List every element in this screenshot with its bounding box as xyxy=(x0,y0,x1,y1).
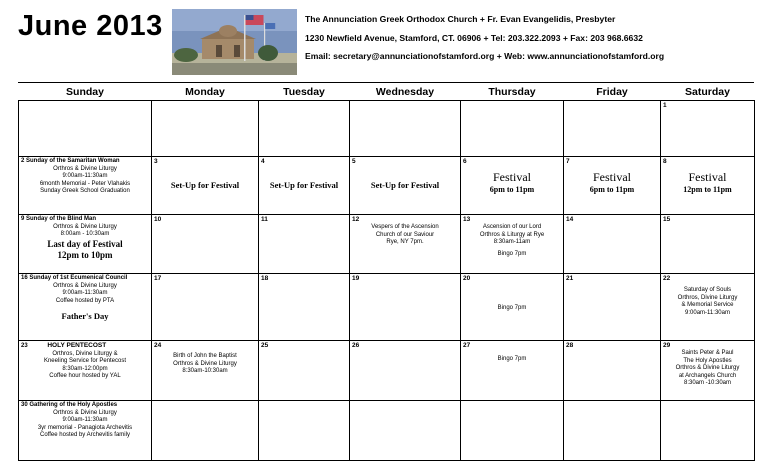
event-title: Last day of Festival xyxy=(47,238,123,249)
day-cell-9 xyxy=(19,215,152,274)
week-row-6 xyxy=(19,401,755,461)
event-time: 8:30am-12:00pm xyxy=(62,365,108,372)
calendar-grid xyxy=(18,84,755,461)
day-cell-26 xyxy=(350,341,461,401)
day-cell-15 xyxy=(661,215,755,274)
event-time: 8:30am-10:30am xyxy=(182,368,228,375)
header-divider xyxy=(18,82,754,83)
event-time: 6pm to 11pm xyxy=(489,185,535,195)
day-number: 24 xyxy=(154,342,162,349)
event-title: Saints Peter & Paul xyxy=(681,350,734,357)
event-line: Orthros & Divine Liturgy xyxy=(675,365,740,372)
event-title: Set-Up for Festival xyxy=(269,180,339,191)
event-time: 8:30am-11am xyxy=(493,239,531,246)
event-time: 8:30am -10:30am xyxy=(683,380,732,387)
event-title: Set-Up for Festival xyxy=(170,180,240,191)
event-time: 6pm to 11pm xyxy=(589,185,635,195)
day-cell-29 xyxy=(661,341,755,401)
day-cell-27 xyxy=(461,341,564,401)
event-title: HOLY PENTECOST xyxy=(47,342,107,349)
day-cell-empty xyxy=(350,401,461,461)
event-title: Sunday of the Samaritan Woman xyxy=(26,158,120,164)
day-cell-6 xyxy=(461,157,564,215)
event-line: at Archangels Church xyxy=(678,372,737,379)
day-number: 14 xyxy=(566,216,574,223)
day-cell-empty xyxy=(350,101,461,157)
week-row-1 xyxy=(19,101,755,157)
day-cell-23 xyxy=(19,341,152,401)
day-cell-17 xyxy=(152,274,259,341)
day-number: 15 xyxy=(663,216,671,223)
event-line: Bingo 7pm xyxy=(497,305,527,312)
day-cell-20 xyxy=(461,274,564,341)
day-cell-empty xyxy=(152,401,259,461)
day-cell-12 xyxy=(350,215,461,274)
event-title: Festival xyxy=(688,170,727,185)
week-row-5 xyxy=(19,341,755,401)
day-number: 20 xyxy=(463,275,471,282)
day-cell-25 xyxy=(259,341,350,401)
day-number: 6 xyxy=(463,158,467,165)
day-cell-8 xyxy=(661,157,755,215)
event-line: Orthros & Divine Liturgy xyxy=(173,360,237,367)
event-title: Father's Day xyxy=(61,311,109,321)
day-number: 29 xyxy=(663,342,671,349)
event-time: 9:00am-11:30am xyxy=(685,309,730,316)
week-row-2 xyxy=(19,157,755,215)
event-line: Bingo 7pm xyxy=(497,356,527,363)
event-title: Set-Up for Festival xyxy=(370,180,440,191)
event-line: Coffee hosted by Archevitis family xyxy=(40,432,130,438)
day-number: 1 xyxy=(663,102,667,109)
event-line: Orthros, Divine Liturgy xyxy=(677,294,738,301)
event-title: Gathering of the Holy Apostles xyxy=(29,402,118,408)
weekday-wednesday: Wednesday xyxy=(350,84,461,101)
church-photo xyxy=(172,9,297,75)
church-contact-line: Email: secretary@annunciationofstamford.org + Web: www.annunciationofstamford.org xyxy=(305,51,665,61)
day-number: 18 xyxy=(261,275,269,282)
day-cell-11 xyxy=(259,215,350,274)
event-title: Birth of John the Baptist xyxy=(173,353,237,360)
day-number: 5 xyxy=(352,158,356,165)
event-line: Orthros & Divine Liturgy xyxy=(53,223,117,230)
day-number: 17 xyxy=(154,275,162,282)
day-cell-empty xyxy=(152,101,259,157)
day-cell-14 xyxy=(564,215,661,274)
event-title: Sunday of 1st Ecumenical Council xyxy=(29,275,128,281)
event-time: 9:00am-11:30am xyxy=(62,173,108,179)
day-cell-2 xyxy=(19,157,152,215)
event-line: & Memorial Service xyxy=(681,302,734,309)
week-row-3 xyxy=(19,215,755,274)
day-number: 13 xyxy=(463,216,471,223)
day-cell-24 xyxy=(152,341,259,401)
event-line: Sunday Greek School Graduation xyxy=(40,188,130,194)
day-cell-4 xyxy=(259,157,350,215)
event-time: 9:00am-11:30am xyxy=(62,290,108,296)
event-time: 12pm to 11pm xyxy=(683,185,732,195)
day-cell-16 xyxy=(19,274,152,341)
day-cell-3 xyxy=(152,157,259,215)
day-number: 2 xyxy=(21,158,25,164)
calendar-title: June 2013 xyxy=(18,10,163,42)
day-cell-7 xyxy=(564,157,661,215)
event-line: 3yr memorial - Panagiota Archevitis xyxy=(37,424,133,431)
day-cell-1 xyxy=(661,101,755,157)
event-line: Orthros & Liturgy at Rye xyxy=(479,231,545,238)
day-number: 26 xyxy=(352,342,360,349)
day-cell-empty xyxy=(259,101,350,157)
day-cell-empty xyxy=(461,101,564,157)
church-image xyxy=(172,9,297,75)
day-cell-empty xyxy=(259,401,350,461)
event-title: Festival xyxy=(593,170,631,185)
day-number: 8 xyxy=(663,158,667,165)
event-title: Festival xyxy=(493,170,531,185)
day-number: 30 xyxy=(21,402,28,408)
weekday-friday: Friday xyxy=(564,84,661,101)
weekday-saturday: Saturday xyxy=(661,84,755,101)
weekday-sunday: Sunday xyxy=(19,84,152,101)
event-title: Saturday of Souls xyxy=(683,287,732,294)
event-title: Sunday of the Blind Man xyxy=(26,216,97,222)
event-line: Kneeling Service for Pentecost xyxy=(43,358,127,364)
day-cell-13 xyxy=(461,215,564,274)
event-time: 12pm to 10pm xyxy=(57,249,113,260)
day-number: 23 xyxy=(21,343,28,349)
weekday-monday: Monday xyxy=(152,84,259,101)
event-line: Orthros & Divine Liturgy xyxy=(53,165,117,172)
event-line: Church of our Saviour xyxy=(375,231,435,238)
day-number: 21 xyxy=(566,275,574,282)
church-address-line: 1230 Newfield Avenue, Stamford, CT. 06906 + Tel: 203.322.2093 + Fax: 203 968.6632 xyxy=(305,32,643,43)
event-line: Bingo 7pm xyxy=(497,250,527,257)
day-number: 11 xyxy=(261,216,268,223)
event-line: Orthros & Divine Liturgy xyxy=(53,409,117,416)
church-name-line: The Annunciation Greek Orthodox Church + Fr. Evan Evangelidis, Presbyter xyxy=(305,14,616,24)
day-cell-21 xyxy=(564,274,661,341)
day-cell-30 xyxy=(19,401,152,461)
day-cell-18 xyxy=(259,274,350,341)
day-number: 10 xyxy=(154,216,162,223)
day-cell-19 xyxy=(350,274,461,341)
day-cell-empty xyxy=(19,101,152,157)
day-cell-22 xyxy=(661,274,755,341)
day-number: 22 xyxy=(663,275,671,282)
event-line: Coffee hosted by PTA xyxy=(55,297,115,304)
day-number: 25 xyxy=(261,342,269,349)
day-cell-empty xyxy=(661,401,755,461)
event-line: The Holy Apostles xyxy=(683,357,732,364)
day-number: 16 xyxy=(21,275,28,281)
day-cell-empty xyxy=(564,401,661,461)
event-line: 6month Memorial - Peter Vlahakis xyxy=(39,180,131,187)
event-title: Vespers of the Ascension xyxy=(371,224,439,231)
weekday-thursday: Thursday xyxy=(461,84,564,101)
event-time: 9:00am-11:30am xyxy=(62,417,108,423)
day-number: 3 xyxy=(154,158,158,165)
day-cell-empty xyxy=(564,101,661,157)
day-number: 27 xyxy=(463,342,471,349)
day-number: 28 xyxy=(566,342,574,349)
weekday-tuesday: Tuesday xyxy=(259,84,350,101)
day-number: 19 xyxy=(352,275,360,282)
day-number: 4 xyxy=(261,158,265,165)
day-cell-empty xyxy=(461,401,564,461)
event-line: Orthros, Divine Liturgy & xyxy=(52,350,118,357)
event-line: Coffee hour hosted by YAL xyxy=(49,373,121,379)
event-time: 8:00am - 10:30am xyxy=(60,231,110,237)
day-cell-10 xyxy=(152,215,259,274)
event-line: Rye, NY 7pm. xyxy=(386,239,424,246)
day-number: 7 xyxy=(566,158,570,165)
day-cell-5 xyxy=(350,157,461,215)
weekday-header-row xyxy=(19,84,755,101)
day-number: 12 xyxy=(352,216,360,223)
event-line: Orthros & Divine Liturgy xyxy=(53,282,117,289)
week-row-4 xyxy=(19,274,755,341)
day-number: 9 xyxy=(21,216,25,222)
day-cell-28 xyxy=(564,341,661,401)
church-info xyxy=(305,10,664,66)
event-title: Ascension of our Lord xyxy=(482,224,542,231)
